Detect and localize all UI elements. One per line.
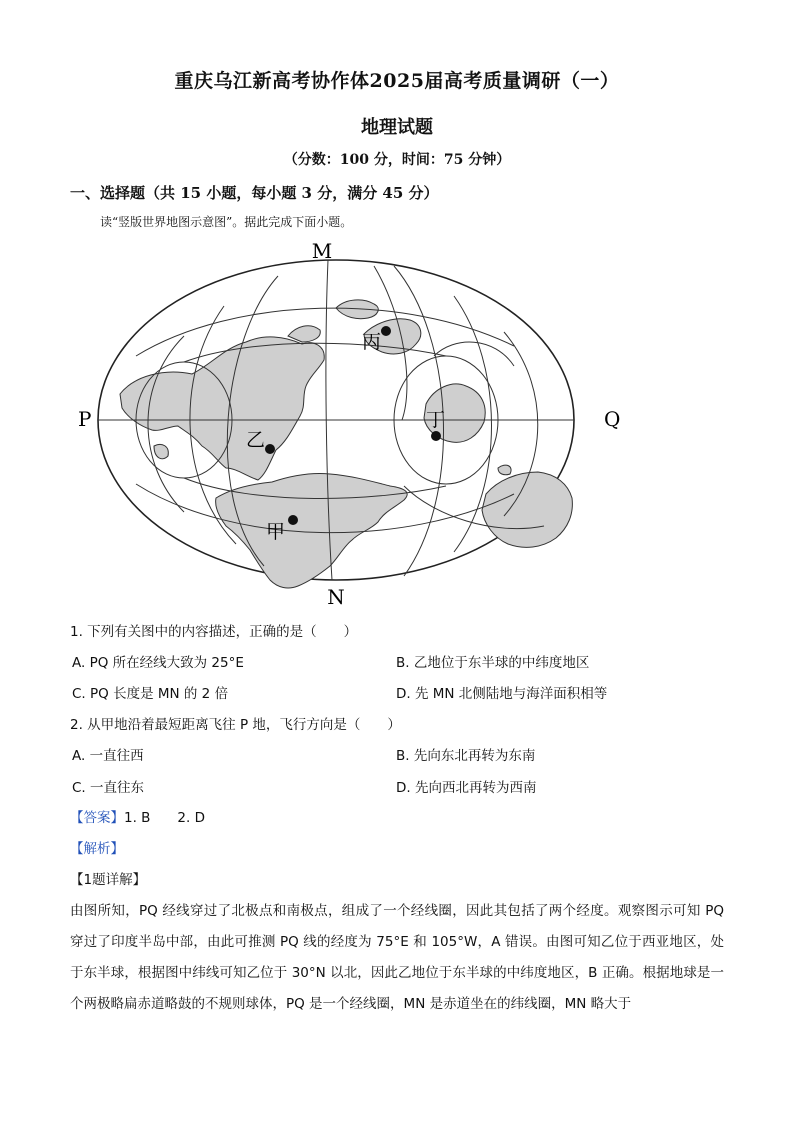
score-time-info: （分数：100 分，时间：75 分钟） [283, 152, 511, 168]
label-q: Q [604, 407, 621, 431]
question-1-option-d: D. 先 MN 北侧陆地与海洋面积相等 [396, 686, 608, 702]
question-2-option-c: C. 一直往东 [72, 780, 145, 796]
label-yi: 乙 [246, 429, 266, 451]
page-subtitle: 地理试题 [361, 117, 433, 138]
label-m: M [311, 239, 333, 263]
question-1-option-a: A. PQ 所在经线大致为 25°E [72, 655, 244, 671]
page-title: 重庆乌江新高考协作体2025届高考质量调研（一） [174, 70, 620, 92]
point-bing-marker [381, 326, 391, 336]
label-jia: 甲 [266, 521, 286, 543]
question-2-option-b: B. 先向东北再转为东南 [396, 748, 536, 764]
point-ding-marker [431, 431, 441, 441]
analysis-subtag: 【1题详解】 [70, 872, 147, 888]
question-2-stem: 2. 从甲地沿着最短距离飞往 P 地，飞行方向是（ ） [70, 717, 401, 733]
label-ding: 丁 [426, 409, 446, 431]
world-map-figure [74, 236, 634, 608]
section-intro: 读“竖版世界地图示意图”。据此完成下面小题。 [100, 215, 353, 229]
answer-tag: 【答案】 [70, 810, 124, 826]
label-bing: 丙 [362, 331, 382, 353]
question-2-option-d: D. 先向西北再转为西南 [396, 780, 537, 796]
answer-line [70, 806, 205, 826]
question-1-option-c: C. PQ 长度是 MN 的 2 倍 [72, 686, 229, 702]
label-p: P [78, 407, 92, 431]
label-n: N [327, 585, 345, 608]
point-jia-marker [288, 515, 298, 525]
question-1-stem: 1. 下列有关图中的内容描述，正确的是（ ） [70, 624, 358, 640]
section-heading: 一、选择题（共 15 小题，每小题 3 分，满分 45 分） [70, 184, 439, 202]
analysis-tag: 【解析】 [70, 841, 124, 857]
answer-text: 1. B 2. D [124, 810, 205, 826]
analysis-paragraph: 由图所知，PQ 经线穿过了北极点和南极点，组成了一个经线圈，因此其包括了两个经度。观察图示可知 PQ 穿过了印度半岛中部，由此可推测 PQ 线的经度为 75°E 和 105°W，A 错误。由图可知乙位于西亚地区，处于东半球，根据图中纬线可知乙位于 30°N 以北，因此乙地位于东半球的中纬度地区，B 正确。根据地球是一个两极略扁赤道略鼓的不规则球体，PQ 是一个经线圈，MN 是赤道坐在的纬线圈，MN 略大于 [70, 903, 724, 1012]
question-2-option-a: A. 一直往西 [72, 748, 144, 764]
question-1-option-b: B. 乙地位于东半球的中纬度地区 [396, 655, 590, 671]
point-yi-marker [265, 444, 275, 454]
